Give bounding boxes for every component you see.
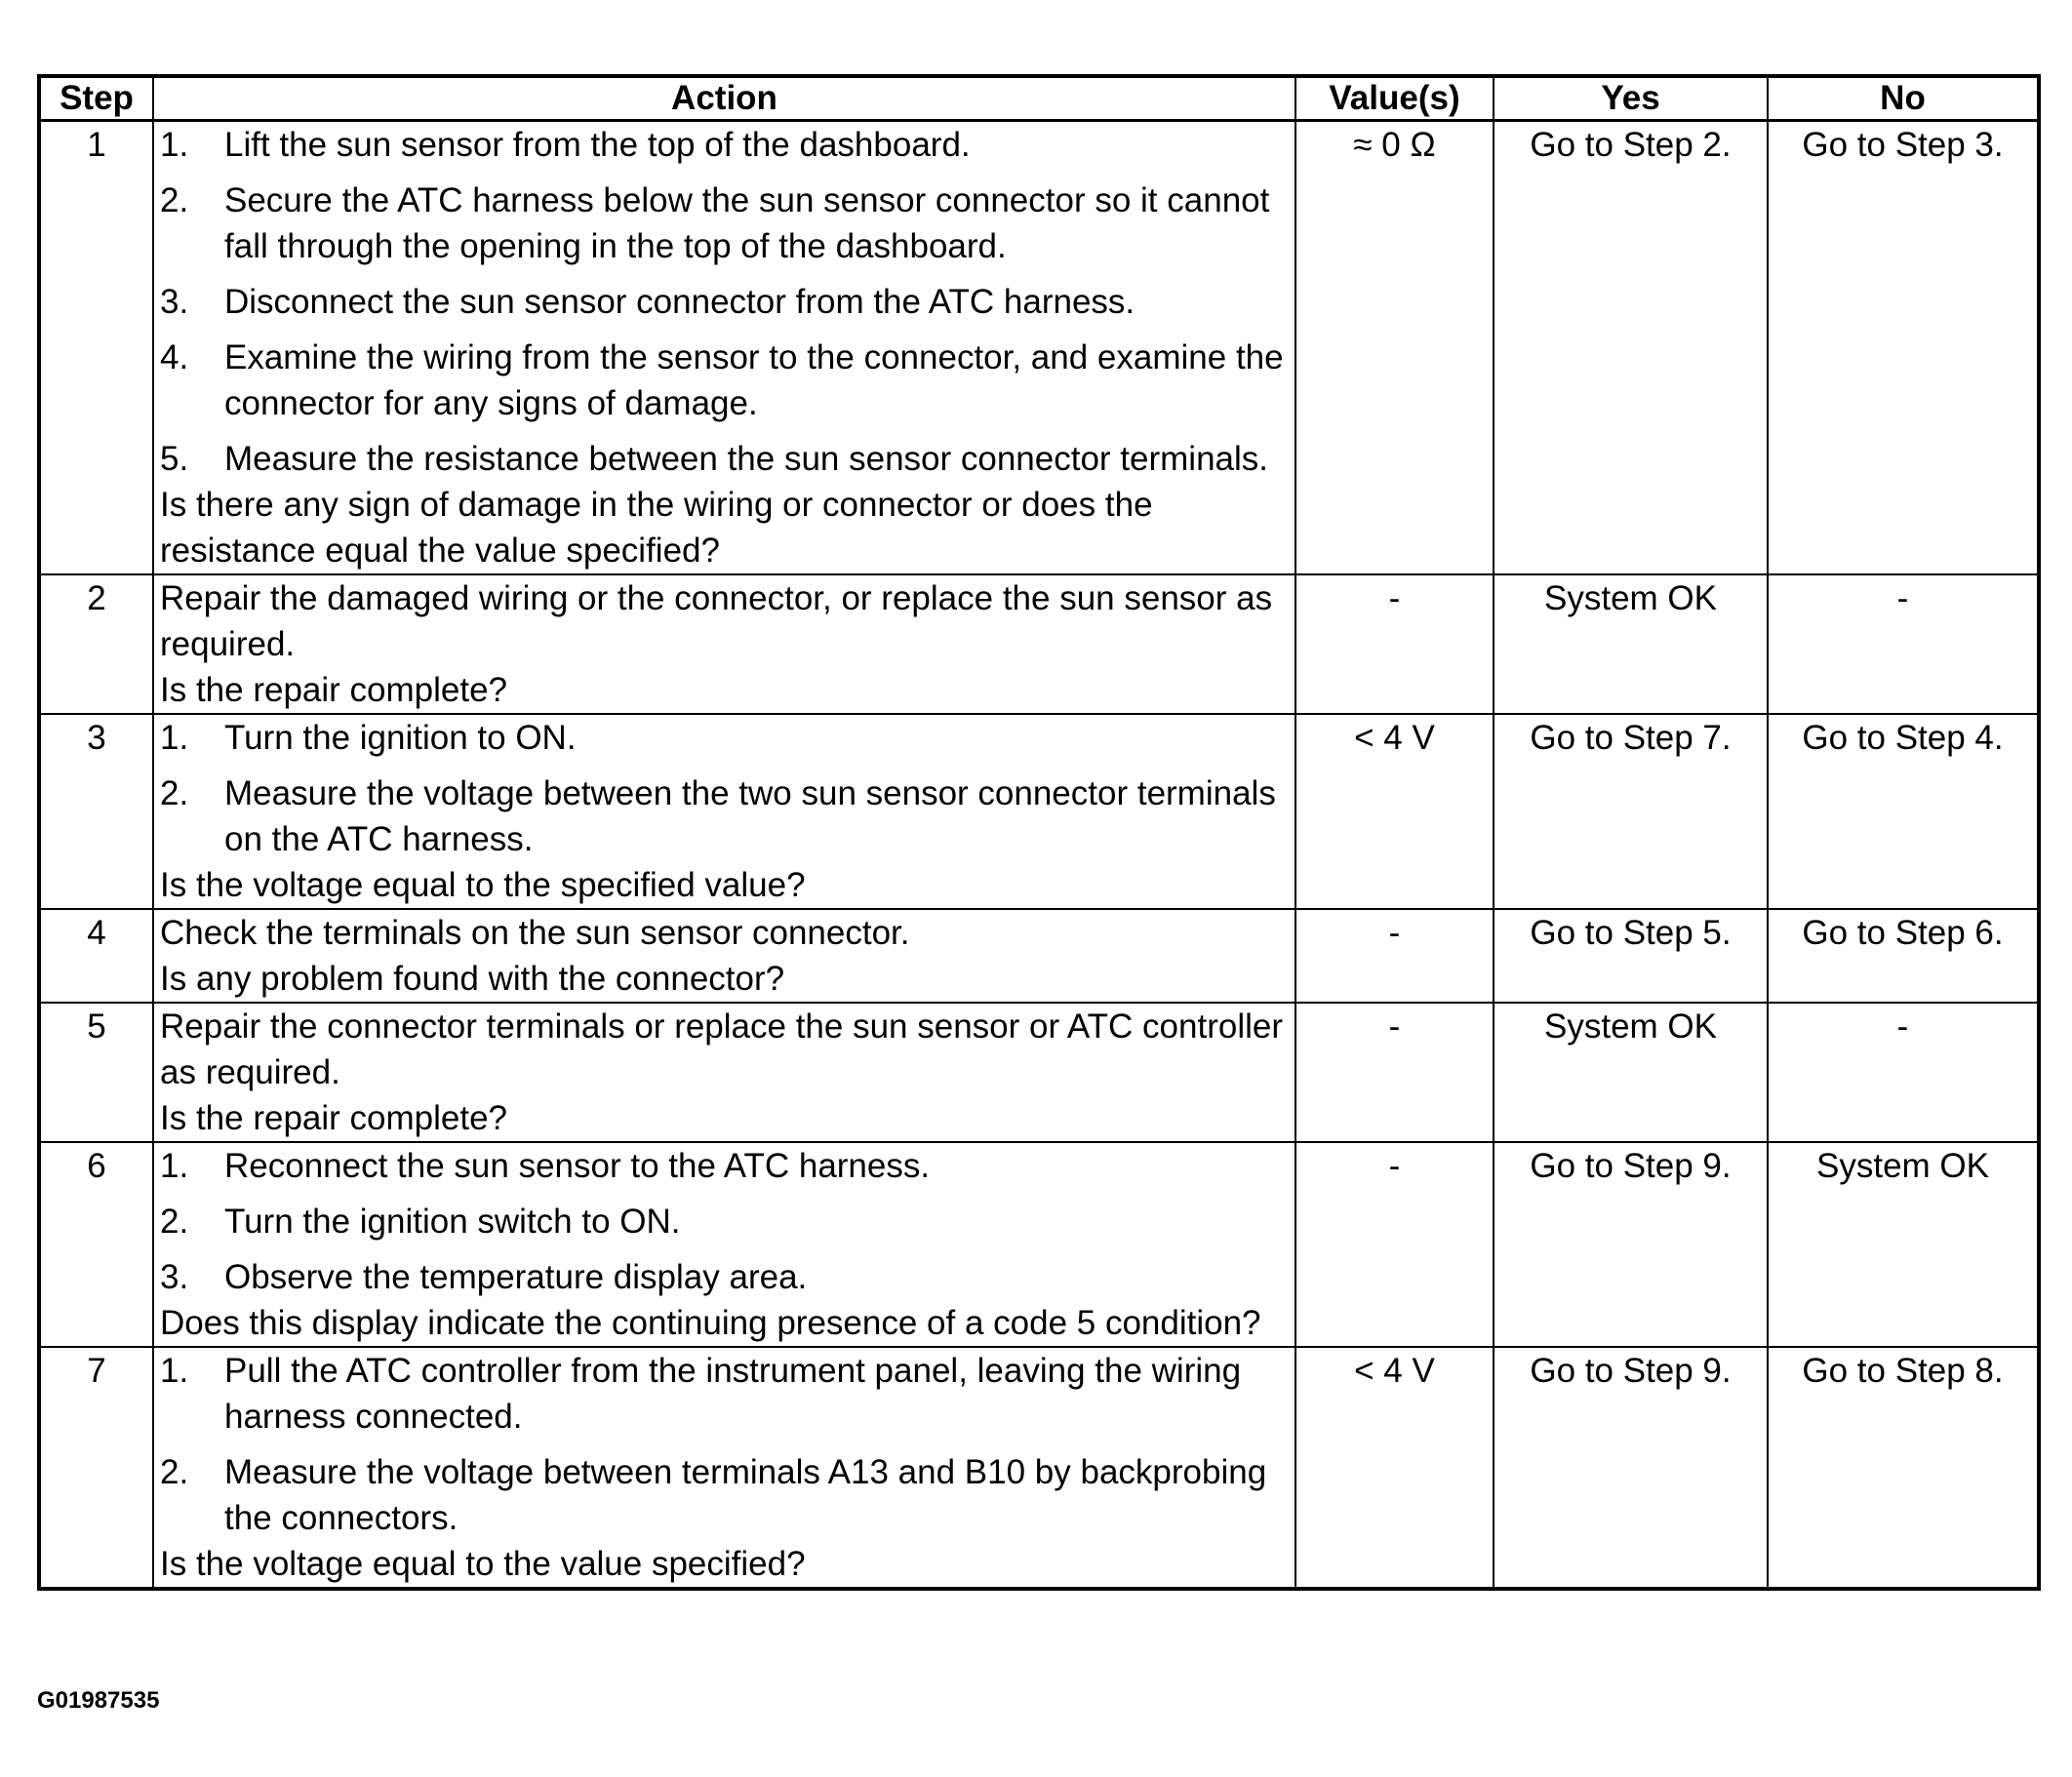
action-text: Repair the connector terminals or replace the sun sensor or ATC controller as required. (160, 1007, 1284, 1091)
no-cell: System OK (1768, 1142, 2039, 1347)
action-item-text: Turn the ignition switch to ON. (224, 1203, 681, 1241)
diagnostic-table (37, 74, 2041, 1591)
step-number: 3 (39, 714, 153, 909)
no-cell: Go to Step 8. (1768, 1347, 2039, 1589)
action-cell (153, 121, 1295, 575)
action-cell (153, 1347, 1295, 1589)
action-text: Repair the damaged wiring or the connector, or replace the sun sensor as required. (160, 579, 1273, 663)
value-cell: < 4 V (1295, 714, 1494, 909)
action-question: Does this display indicate the continuing presence of a code 5 condition? (160, 1304, 1261, 1342)
action-item-text: Observe the temperature display area. (224, 1258, 808, 1296)
action-cell (153, 909, 1295, 1003)
action-item (160, 770, 1289, 862)
step-number: 7 (39, 1347, 153, 1589)
action-item-number: 1. (160, 1147, 189, 1185)
yes-cell: System OK (1494, 1003, 1768, 1142)
yes-cell: Go to Step 9. (1494, 1347, 1768, 1589)
table-row (39, 574, 2039, 714)
value-cell: < 4 V (1295, 1347, 1494, 1589)
action-list (160, 122, 1289, 482)
action-item (160, 436, 1289, 482)
action-question: Is the voltage equal to the specified value? (160, 866, 806, 904)
no-cell: Go to Step 4. (1768, 714, 2039, 909)
action-item-number: 2. (160, 181, 189, 219)
yes-cell: Go to Step 5. (1494, 909, 1768, 1003)
header-row (39, 76, 2039, 121)
no-cell: - (1768, 574, 2039, 714)
action-item (160, 178, 1289, 269)
action-cell (153, 574, 1295, 714)
action-item-text: Secure the ATC harness below the sun sensor connector so it cannot fall through the opening in the top of the dashboard. (224, 181, 1270, 265)
action-cell (153, 714, 1295, 909)
value-cell: ≈ 0 Ω (1295, 121, 1494, 575)
action-item (160, 279, 1289, 325)
action-item-number: 3. (160, 283, 189, 321)
action-list (160, 1143, 1289, 1300)
action-item-text: Measure the resistance between the sun sensor connector terminals. (224, 440, 1269, 478)
action-question: Is the repair complete? (160, 1099, 508, 1137)
step-number: 2 (39, 574, 153, 714)
action-item (160, 335, 1289, 426)
action-item-number: 1. (160, 1352, 189, 1390)
action-question: Is the repair complete? (160, 671, 508, 709)
action-cell (153, 1142, 1295, 1347)
action-item (160, 1143, 1289, 1189)
no-cell: - (1768, 1003, 2039, 1142)
table-row (39, 909, 2039, 1003)
header-yes: Yes (1494, 76, 1768, 121)
yes-cell: System OK (1494, 574, 1768, 714)
yes-cell: Go to Step 7. (1494, 714, 1768, 909)
action-text: Check the terminals on the sun sensor connector. (160, 914, 910, 952)
action-question: Is any problem found with the connector? (160, 960, 785, 998)
action-item-text: Examine the wiring from the sensor to the connector, and examine the connector for any signs of damage. (224, 338, 1284, 422)
action-question: Is the voltage equal to the value specified? (160, 1545, 806, 1583)
table-row (39, 1347, 2039, 1589)
table-body (39, 121, 2039, 1590)
action-item-number: 2. (160, 1453, 189, 1491)
action-item (160, 1348, 1289, 1440)
action-item (160, 1254, 1289, 1300)
value-cell: - (1295, 1003, 1494, 1142)
action-list (160, 715, 1289, 862)
step-number: 6 (39, 1142, 153, 1347)
step-number: 1 (39, 121, 153, 575)
value-cell: - (1295, 1142, 1494, 1347)
yes-cell: Go to Step 2. (1494, 121, 1768, 575)
action-question: Is there any sign of damage in the wiring or connector or does the resistance equal the value specified? (160, 486, 1153, 570)
action-item-text: Measure the voltage between terminals A13 and B10 by backprobing the connectors. (224, 1453, 1267, 1537)
action-item-text: Pull the ATC controller from the instrument panel, leaving the wiring harness connected. (224, 1352, 1242, 1436)
table-row (39, 714, 2039, 909)
value-cell: - (1295, 909, 1494, 1003)
step-number: 5 (39, 1003, 153, 1142)
action-item-number: 4. (160, 338, 189, 376)
action-item-text: Measure the voltage between the two sun sensor connector terminals on the ATC harness. (224, 774, 1276, 858)
action-item (160, 1449, 1289, 1541)
figure-id: G01987535 (37, 1687, 160, 1714)
no-cell: Go to Step 3. (1768, 121, 2039, 575)
header-step: Step (39, 76, 153, 121)
action-item-number: 1. (160, 719, 189, 757)
action-item-text: Lift the sun sensor from the top of the dashboard. (224, 126, 971, 164)
action-cell (153, 1003, 1295, 1142)
step-number: 4 (39, 909, 153, 1003)
action-item (160, 1199, 1289, 1244)
header-no: No (1768, 76, 2039, 121)
action-item-text: Disconnect the sun sensor connector from the ATC harness. (224, 283, 1136, 321)
header-action: Action (153, 76, 1295, 121)
action-list (160, 1348, 1289, 1541)
action-item (160, 122, 1289, 168)
action-item-number: 2. (160, 1203, 189, 1241)
action-item-text: Turn the ignition to ON. (224, 719, 577, 757)
value-cell: - (1295, 574, 1494, 714)
action-item-number: 2. (160, 774, 189, 812)
yes-cell: Go to Step 9. (1494, 1142, 1768, 1347)
no-cell: Go to Step 6. (1768, 909, 2039, 1003)
action-item (160, 715, 1289, 761)
action-item-number: 5. (160, 440, 189, 478)
action-item-text: Reconnect the sun sensor to the ATC harness. (224, 1147, 931, 1185)
table-row (39, 1142, 2039, 1347)
table-row (39, 1003, 2039, 1142)
action-item-number: 1. (160, 126, 189, 164)
header-values: Value(s) (1295, 76, 1494, 121)
table-row (39, 121, 2039, 575)
action-item-number: 3. (160, 1258, 189, 1296)
table-header (39, 76, 2039, 121)
